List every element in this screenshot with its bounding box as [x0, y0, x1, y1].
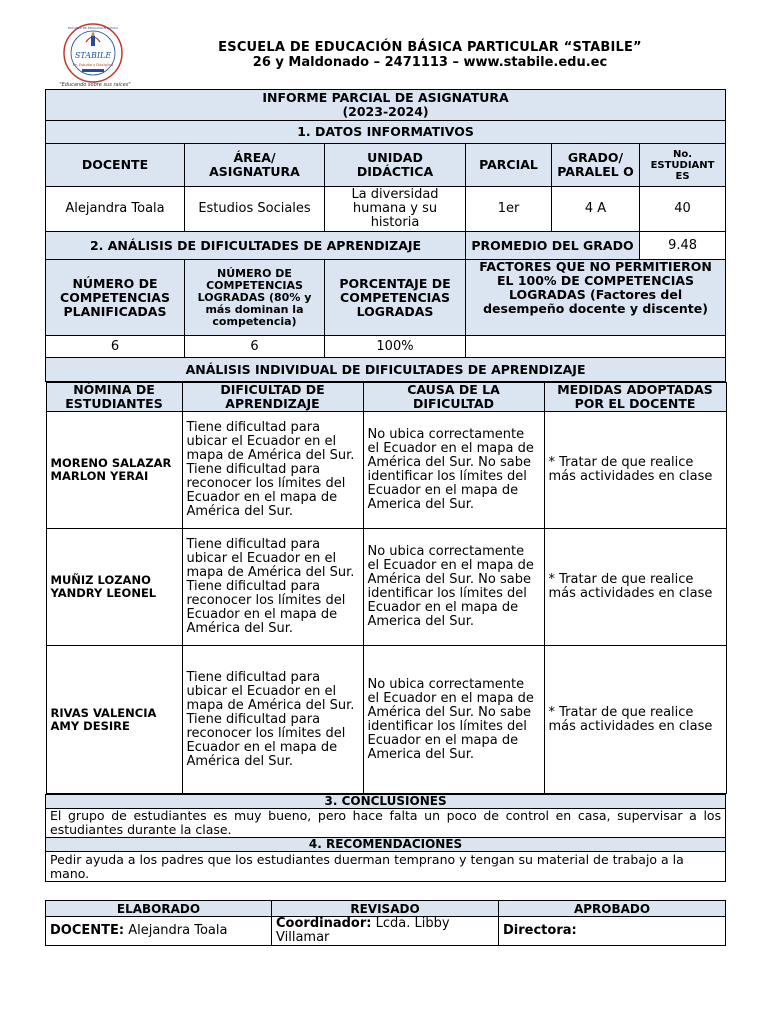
- signature-table: [45, 900, 726, 946]
- school-name: ESCUELA DE EDUCACIÓN BÁSICA PARTICULAR “STABILE”: [218, 40, 642, 55]
- col-grado-header: GRADO/ PARALEL O: [552, 144, 640, 187]
- dificultad-cell: Tiene dificultad para ubicar el Ecuador en el mapa de América del Sur. Tiene dificultad para reconocer los límites del Ecuador en el mapa de América del Sur.: [182, 412, 363, 529]
- causa-cell: No ubica correctamente el Ecuador en el mapa de América del Sur. No sabe identificar los límites del Ecuador en el mapa de America del Sur.: [363, 412, 544, 529]
- coordinador-value: Lcda. Libby Villamar: [276, 916, 450, 945]
- individual-title: ANÁLISIS INDIVIDUAL DE DIFICULTADES DE APRENDIZAJE: [46, 358, 726, 382]
- aprobado-cell: [499, 917, 726, 946]
- report-title: [46, 90, 726, 121]
- student-name: [46, 412, 182, 529]
- student-name-line2: MARLON YERAI: [50, 469, 149, 483]
- promedio-label: PROMEDIO DEL GRADO: [466, 232, 640, 260]
- aprobado-header: APROBADO: [499, 901, 726, 917]
- unidad-value: La diversidad humana y su historia: [325, 187, 466, 232]
- student-name-line1: MUÑIZ LOZANO: [50, 573, 151, 587]
- section4-title: 4. RECOMENDACIONES: [46, 838, 726, 852]
- col-estudiantes-header: No. ESTUDIANT ES: [640, 144, 726, 187]
- revisado-header: REVISADO: [272, 901, 499, 917]
- elaborado-header: ELABORADO: [46, 901, 272, 917]
- logo-text-mid: STABILE: [74, 51, 112, 60]
- medidas-cell: * Tratar de que realice más actividades en clase: [544, 529, 726, 646]
- factores-value: [466, 336, 726, 358]
- logo-text-top: ESCUELA DE EDUCACIÓN BÁSICA: [68, 26, 118, 30]
- col-dificultad-header: DIFICULTAD DE APRENDIZAJE: [182, 383, 363, 412]
- table-row: [46, 412, 726, 529]
- causa-cell: No ubica correctamente el Ecuador en el mapa de América del Sur. No sabe identificar los límites del Ecuador en el mapa de America del Sur.: [363, 646, 544, 794]
- estudiantes-value: 40: [640, 187, 726, 232]
- planificadas-value: 6: [46, 336, 185, 358]
- col-porcentaje-header: PORCENTAJE DE COMPETENCIAS LOGRADAS: [325, 260, 466, 336]
- promedio-value: 9.48: [640, 232, 726, 260]
- col-logradas-header: NÚMERO DE COMPETENCIAS LOGRADAS (80% y más dominan la competencia): [185, 260, 325, 336]
- student-name-line1: RIVAS VALENCIA: [50, 705, 157, 720]
- parcial-value: 1er: [466, 187, 552, 232]
- docente-sign-value: Alejandra Toala: [124, 923, 228, 938]
- student-name-line1: MORENO SALAZAR: [50, 456, 172, 470]
- col-unidad-header: UNIDAD DIDÁCTICA: [325, 144, 466, 187]
- medidas-cell: * Tratar de que realice más actividades en clase: [544, 646, 726, 794]
- student-name-line2: AMY DESIRE: [50, 718, 130, 733]
- col-nomina-header: NÓMINA DE ESTUDIANTES: [46, 383, 182, 412]
- causa-cell: No ubica correctamente el Ecuador en el mapa de América del Sur. No sabe identificar los límites del Ecuador en el mapa de America del Sur.: [363, 529, 544, 646]
- section3-title: 3. CONCLUSIONES: [46, 795, 726, 809]
- dificultad-cell: Tiene dificultad para ubicar el Ecuador en el mapa de América del Sur. Tiene dificultad para reconocer los límites del Ecuador en el mapa de América del Sur.: [182, 529, 363, 646]
- col-medidas-header: MEDIDAS ADOPTADAS POR EL DOCENTE: [544, 383, 726, 412]
- school-contact: 26 y Maldonado – 2471113 – www.stabile.edu.ec: [252, 55, 608, 70]
- docente-sign-label: DOCENTE:: [50, 923, 125, 938]
- table-row: [46, 646, 726, 794]
- recomendaciones-text: Pedir ayuda a los padres que los estudiantes duerman temprano y tengan su material de trabajo a la mano.: [46, 852, 726, 882]
- coordinador-label: Coordinador:: [276, 916, 372, 931]
- school-logo: [62, 22, 124, 84]
- report-title-line2: (2023-2024): [342, 104, 429, 119]
- student-name-line2: YANDRY LEONEL: [50, 586, 157, 600]
- logo-caption: "Educando sobre sus raíces": [59, 82, 131, 88]
- col-planificadas-header: NÚMERO DE COMPETENCIAS PLANIFICADAS: [46, 260, 185, 336]
- table-row: [46, 529, 726, 646]
- report-title-line1: INFORME PARCIAL DE ASIGNATURA: [262, 90, 509, 105]
- docente-value: Alejandra Toala: [46, 187, 185, 232]
- individual-table: [46, 382, 727, 794]
- individual-analysis: [46, 382, 726, 795]
- section1-title: 1. DATOS INFORMATIVOS: [46, 121, 726, 144]
- col-factores-header: FACTORES QUE NO PERMITIERON EL 100% DE COMPETENCIAS LOGRADAS (Factores del desempeño docente y discente): [466, 260, 726, 336]
- logo-text-bottom: Fe, Estudio y Disciplina: [72, 63, 114, 67]
- col-docente-header: DOCENTE: [46, 144, 185, 187]
- grado-value: 4 A: [552, 187, 640, 232]
- col-area-header: ÁREA/ ASIGNATURA: [185, 144, 325, 187]
- col-parcial-header: PARCIAL: [466, 144, 552, 187]
- logradas-value: 6: [185, 336, 325, 358]
- student-name: [46, 529, 182, 646]
- dificultad-cell: Tiene dificultad para ubicar el Ecuador en el mapa de América del Sur. Tiene dificultad para reconocer los límites del Ecuador en el mapa de América del Sur.: [182, 646, 363, 794]
- section2-title: 2. ANÁLISIS DE DIFICULTADES DE APRENDIZAJE: [46, 232, 466, 260]
- report-table: [45, 89, 726, 882]
- student-name: [46, 646, 182, 794]
- revisado-cell: [272, 917, 499, 946]
- conclusiones-text: El grupo de estudiantes es muy bueno, pero hace falta un poco de control en casa, supervisar a los estudiantes durante la clase.: [46, 809, 726, 838]
- col-causa-header: CAUSA DE LA DIFICULTAD: [363, 383, 544, 412]
- area-value: Estudios Sociales: [185, 187, 325, 232]
- porcentaje-value: 100%: [325, 336, 466, 358]
- directora-label: Directora:: [503, 923, 577, 938]
- elaborado-cell: [46, 917, 272, 946]
- medidas-cell: * Tratar de que realice más actividades en clase: [544, 412, 726, 529]
